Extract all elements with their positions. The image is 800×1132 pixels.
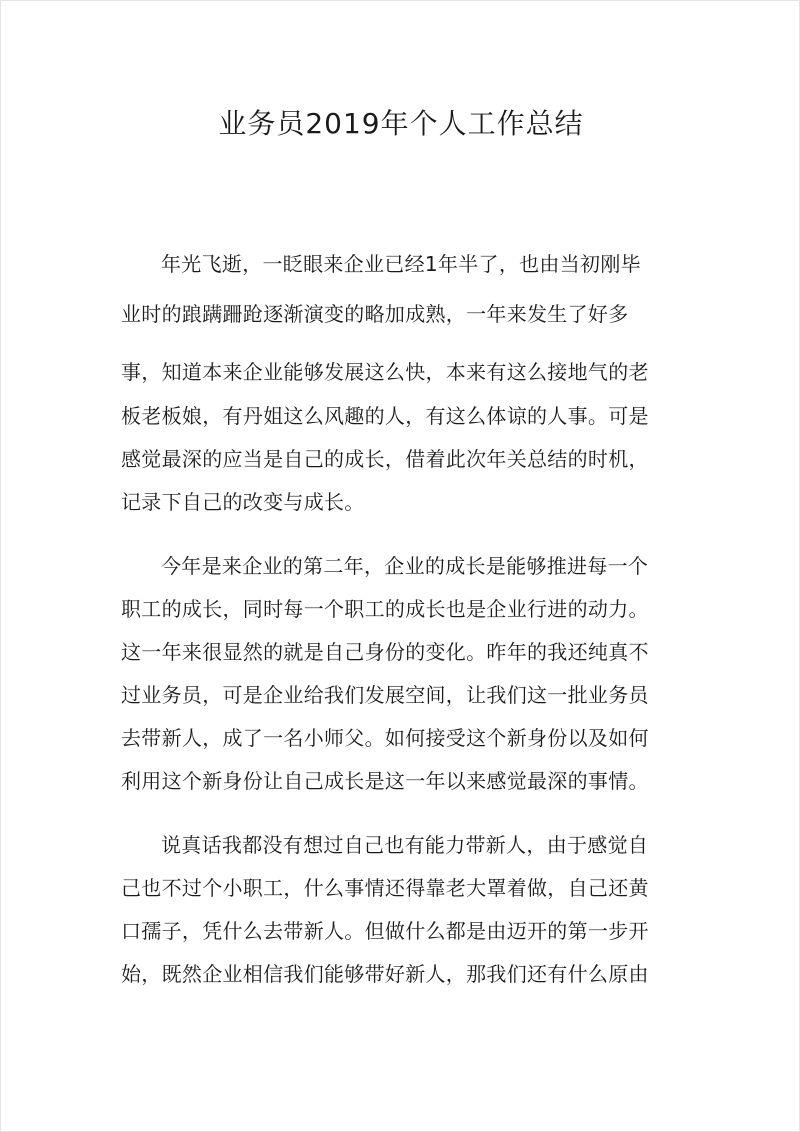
paragraph-1-line-5: 感觉最深的应当是自己的成长，借着此次年关总结的时机，	[121, 447, 649, 471]
paragraph-3-line-3: 口孺子，凭什么去带新人。但做什么都是由迈开的第一步开	[121, 919, 649, 943]
paragraph-2-line-1: 今年是来企业的第二年，企业的成长是能够推进每一个	[161, 554, 649, 578]
document-title: 业务员2019年个人工作总结	[218, 107, 584, 140]
paragraph-2-line-4: 过业务员，可是企业给我们发展空间，让我们这一批业务员	[121, 683, 649, 707]
paragraph-1-line-2: 业时的踉蹒跚跄逐渐演变的略加成熟，一年来发生了好多	[121, 302, 629, 326]
paragraph-1-line-1: 年光飞逝，一眨眼来企业已经1年半了，也由当初刚毕	[161, 252, 641, 276]
paragraph-2-line-3: 这一年来很显然的就是自己身份的变化。昨年的我还纯真不	[121, 640, 649, 664]
paragraph-1-line-6: 记录下自己的改变与成长。	[121, 490, 365, 514]
paragraph-3-line-1: 说真话我都没有想过自己也有能力带新人，由于感觉自	[161, 833, 649, 857]
paragraph-1-line-4: 板老板娘，有丹姐这么风趣的人，有这么体谅的人事。可是	[121, 404, 649, 428]
paragraph-2-line-6: 利用这个新身份让自己成长是这一年以来感觉最深的事情。	[121, 769, 649, 793]
paragraph-3-line-4: 始，既然企业相信我们能够带好新人，那我们还有什么原由	[121, 962, 649, 986]
paragraph-2-line-5: 去带新人，成了一名小师父。如何接受这个新身份以及如何	[121, 726, 649, 750]
paragraph-1-line-3: 事，知道本来企业能够发展这么快，本来有这么接地气的老	[121, 360, 649, 384]
paragraph-2-line-2: 职工的成长，同时每一个职工的成长也是企业行进的动力。	[121, 597, 649, 621]
paragraph-3-line-2: 己也不过个小职工，什么事情还得靠老大罩着做，自己还黄	[121, 876, 649, 900]
